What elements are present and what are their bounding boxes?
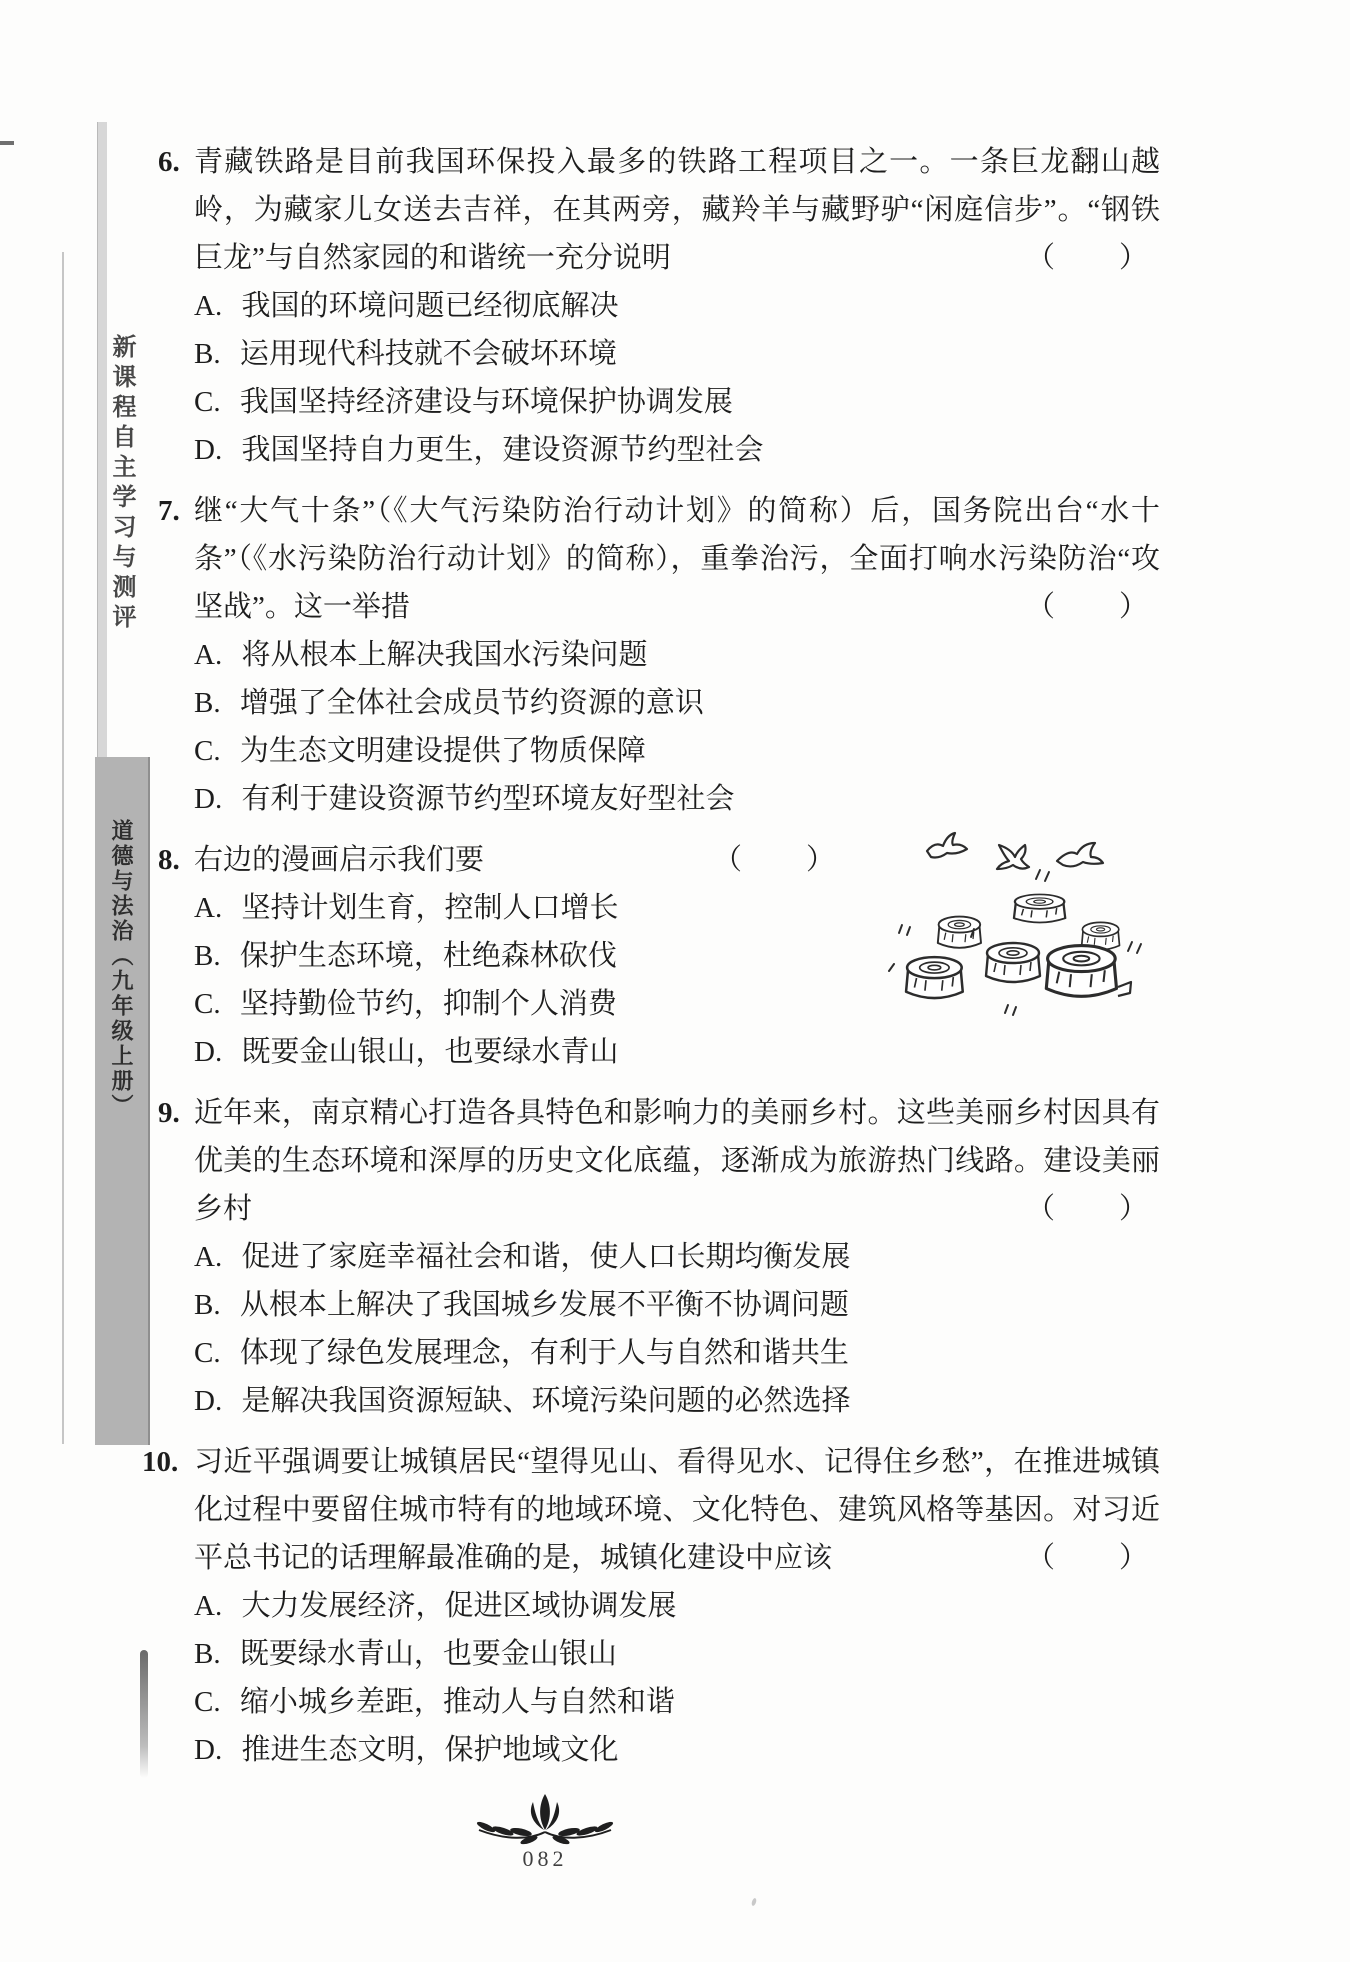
option-text: 推进生态文明，保护地域文化 [241, 1734, 619, 1766]
option-row [194, 1233, 1160, 1281]
option-text: 我国的环境问题已经彻底解决 [241, 290, 619, 322]
question-stem [194, 1438, 1160, 1582]
options-list [194, 282, 1160, 474]
option-row [194, 1726, 1160, 1774]
option-label: D. [194, 434, 223, 466]
answer-bracket: （ ） [1025, 1193, 1150, 1225]
option-label: A. [194, 1241, 223, 1273]
option-text: 从根本上解决了我国城乡发展不平衡不协调问题 [239, 1289, 849, 1321]
option-text: 既要绿水青山，也要金山银山 [239, 1638, 617, 1670]
question-item [160, 1089, 1160, 1425]
option-row [194, 1582, 1160, 1630]
sidebar-series-title: 新课程自主学习与测评 [108, 334, 135, 634]
option-label: C. [194, 988, 221, 1020]
option-label: D. [194, 783, 223, 815]
option-label: D. [194, 1385, 223, 1417]
page-edge-line [62, 252, 64, 1444]
tree-stump-icons [906, 894, 1131, 998]
option-text: 坚持勤俭节约，抑制个人消费 [239, 988, 617, 1020]
options-list [194, 1233, 1160, 1425]
option-label: D. [194, 1734, 223, 1766]
option-label: B. [194, 940, 221, 972]
question-item [160, 138, 1160, 474]
option-label: A. [194, 1590, 223, 1622]
option-text: 有利于建设资源节约型环境友好型社会 [241, 783, 735, 815]
answer-bracket: （ ） [712, 844, 837, 876]
option-row [194, 330, 1160, 378]
option-text: 促进了家庭幸福社会和谐，使人口长期均衡发展 [241, 1241, 851, 1273]
option-text: 体现了绿色发展理念，有利于人与自然和谐共生 [239, 1337, 849, 1369]
answer-bracket: （ ） [1025, 242, 1150, 274]
options-list [194, 631, 1160, 823]
option-row [194, 1630, 1160, 1678]
option-label: B. [194, 1289, 221, 1321]
question-number: 10. [142, 1446, 179, 1478]
answer-bracket: （ ） [1025, 591, 1150, 623]
question-stem [194, 487, 1160, 631]
option-label: A. [194, 290, 223, 322]
option-row [194, 631, 1160, 679]
option-label: C. [194, 735, 221, 767]
option-text: 增强了全体社会成员节约资源的意识 [239, 687, 704, 719]
option-row [194, 679, 1160, 727]
option-text: 坚持计划生育，控制人口增长 [241, 892, 619, 924]
option-text: 既要金山银山，也要绿水青山 [241, 1036, 619, 1068]
option-text: 保护生态环境，杜绝森林砍伐 [239, 940, 617, 972]
option-text: 为生态文明建设提供了物质保障 [239, 735, 646, 767]
scan-smudge [140, 1650, 148, 1778]
option-label: D. [194, 1036, 223, 1068]
option-row [194, 282, 1160, 330]
question-stem-text: 习近平强调要让城镇居民“望得见山、看得见水、记得住乡愁”，在推进城镇化过程中要留住城市特有的地域环境、文化特色、建筑风格等基因。对习近平总书记的话理解最准确的是，城镇化建设中应该 [194, 1446, 1160, 1574]
bird-icons [927, 833, 1103, 869]
question-stem-text: 近年来，南京精心打造各具特色和影响力的美丽乡村。这些美丽乡村因具有优美的生态环境和深厚的历史文化底蕴，逐渐成为旅游热门线路。建设美丽乡村 [194, 1097, 1160, 1225]
option-text: 我国坚持自力更生，建设资源节约型社会 [241, 434, 764, 466]
option-row [194, 1281, 1160, 1329]
question-stem [194, 1089, 1160, 1233]
question-stem-text: 继“大气十条”（《大气污染防治行动计划》的简称）后，国务院出台“水十条”（《水污染防治行动计划》的简称），重拳治污，全面打响水污染防治“攻坚战”。这一举措 [194, 495, 1160, 623]
sidebar-book-title: 道德与法治（九年级上册） [109, 819, 134, 1119]
option-text: 将从根本上解决我国水污染问题 [241, 639, 648, 671]
option-row [194, 378, 1160, 426]
answer-bracket: （ ） [1025, 1542, 1150, 1574]
sidebar-book-tab [95, 757, 150, 1445]
question-number: 8. [158, 844, 180, 876]
options-list [194, 1582, 1160, 1774]
option-label: B. [194, 1638, 221, 1670]
option-label: B. [194, 338, 221, 370]
question-stem-text: 右边的漫画启示我们要 [194, 844, 485, 876]
question-stem-text: 青藏铁路是目前我国环保投入最多的铁路工程项目之一。一条巨龙翻山越岭，为藏家儿女送去吉祥，在其两旁，藏羚羊与藏野驴“闲庭信步”。“钢铁巨龙”与自然家园的和谐统一充分说明 [194, 146, 1160, 274]
option-row [194, 727, 1160, 775]
option-label: A. [194, 639, 223, 671]
option-row [194, 426, 1160, 474]
option-text: 我国坚持经济建设与环境保护协调发展 [239, 386, 733, 418]
option-label: C. [194, 386, 221, 418]
option-label: C. [194, 1686, 221, 1718]
question-item [160, 487, 1160, 823]
scan-speck [751, 1898, 757, 1907]
deforestation-cartoon-icon [885, 815, 1170, 1050]
question-number: 7. [158, 495, 180, 527]
question-item [142, 1438, 1160, 1774]
option-text: 缩小城乡差距，推动人与自然和谐 [239, 1686, 675, 1718]
option-label: B. [194, 687, 221, 719]
option-label: C. [194, 1337, 221, 1369]
option-text: 是解决我国资源短缺、环境污染问题的必然选择 [241, 1385, 851, 1417]
page-number: 082 [522, 1846, 568, 1871]
question-stem [194, 138, 1160, 282]
option-row [194, 1377, 1160, 1425]
option-text: 大力发展经济，促进区域协调发展 [241, 1590, 677, 1622]
question-number: 9. [158, 1097, 180, 1129]
option-label: A. [194, 892, 223, 924]
scan-mark [0, 141, 14, 145]
option-text: 运用现代科技就不会破坏环境 [239, 338, 617, 370]
question-number: 6. [158, 146, 180, 178]
option-row [194, 1678, 1160, 1726]
option-row [194, 1329, 1160, 1377]
